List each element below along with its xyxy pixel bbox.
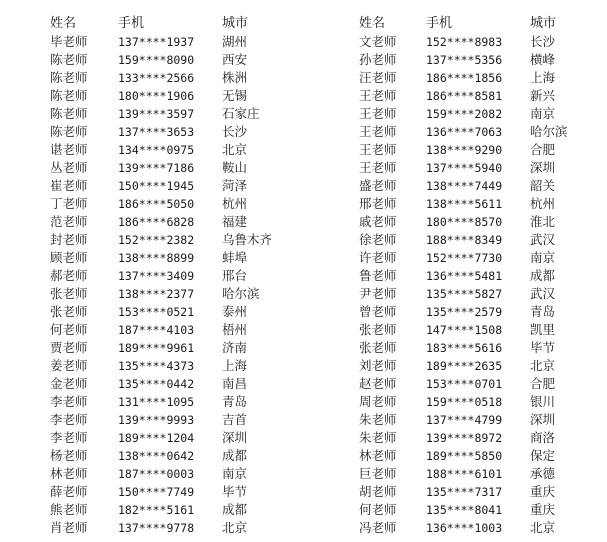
city-name: 韶关 [530,178,556,193]
table-row [0,411,607,429]
table-row [0,447,607,465]
city-name: 济南 [222,340,248,355]
phone-number: 137****5940 [426,161,503,175]
table-row [0,357,607,375]
city-name: 南京 [530,106,556,121]
phone-number: 186****1856 [426,71,503,85]
teacher-name: 陈老师 [50,70,88,85]
teacher-name: 林老师 [50,466,88,481]
teacher-name: 陈老师 [50,124,88,139]
phone-number: 152****7730 [426,251,503,265]
phone-number: 152****2382 [118,233,195,247]
phone-number: 137****4799 [426,413,503,427]
contact-table [0,15,607,537]
city-name: 杭州 [222,196,248,211]
phone-number: 137****5356 [426,53,503,67]
city-name: 北京 [222,142,248,157]
phone-number: 138****9290 [426,143,503,157]
teacher-name: 金老师 [50,376,88,391]
table-header [0,15,607,33]
city-name: 深圳 [222,430,248,445]
table-row [0,393,607,411]
phone-number: 137****3653 [118,125,195,139]
teacher-name: 王老师 [359,106,397,121]
table-row [0,105,607,123]
city-name: 南京 [530,250,556,265]
teacher-name: 毕老师 [50,34,88,49]
table-body [0,33,607,537]
city-name: 长沙 [530,34,556,49]
phone-number: 133****2566 [118,71,195,85]
teacher-name: 朱老师 [359,430,397,445]
phone-number: 139****7186 [118,161,195,175]
city-name: 梧州 [222,322,248,337]
phone-number: 138****5611 [426,197,503,211]
teacher-name: 谌老师 [50,142,88,157]
header-phone-left: 手机 [118,16,145,31]
teacher-name: 周老师 [359,394,397,409]
teacher-name: 鲁老师 [359,268,397,283]
phone-number: 135****8041 [426,503,503,517]
table-row [0,87,607,105]
phone-number: 180****1906 [118,89,195,103]
city-name: 新兴 [530,88,556,103]
city-name: 毕节 [222,484,248,499]
phone-number: 153****0701 [426,377,503,391]
city-name: 无锡 [222,88,248,103]
phone-number: 159****8090 [118,53,195,67]
teacher-name: 熊老师 [50,502,88,517]
teacher-name: 文老师 [359,34,397,49]
table-row [0,51,607,69]
teacher-name: 陈老师 [50,88,88,103]
teacher-name: 李老师 [50,430,88,445]
city-name: 重庆 [530,484,556,499]
teacher-name: 顾老师 [50,250,88,265]
city-name: 毕节 [530,340,556,355]
phone-number: 136****1003 [426,521,503,535]
city-name: 深圳 [530,160,556,175]
teacher-name: 张老师 [359,340,397,355]
teacher-name: 封老师 [50,232,88,247]
teacher-name: 王老师 [359,160,397,175]
phone-number: 135****5827 [426,287,503,301]
table-row [0,321,607,339]
teacher-name: 李老师 [50,394,88,409]
city-name: 长沙 [222,124,248,139]
city-name: 邢台 [222,268,248,283]
city-name: 承德 [530,466,556,481]
phone-number: 187****4103 [118,323,195,337]
city-name: 北京 [222,520,248,535]
city-name: 南京 [222,466,248,481]
teacher-name: 赵老师 [359,376,397,391]
city-name: 淮北 [530,214,556,229]
teacher-name: 盛老师 [359,178,397,193]
teacher-name: 冯老师 [359,520,397,535]
phone-number: 135****4373 [118,359,195,373]
teacher-name: 林老师 [359,448,397,463]
city-name: 成都 [530,268,556,283]
phone-number: 150****7749 [118,485,195,499]
city-name: 重庆 [530,502,556,517]
table-row [0,465,607,483]
phone-number: 188****6101 [426,467,503,481]
teacher-name: 陈老师 [50,106,88,121]
phone-number: 139****9993 [118,413,195,427]
phone-number: 139****8972 [426,431,503,445]
table-row [0,123,607,141]
table-row [0,177,607,195]
teacher-name: 王老师 [359,124,397,139]
phone-number: 188****8349 [426,233,503,247]
teacher-name: 贾老师 [50,340,88,355]
city-name: 青岛 [530,304,556,319]
phone-number: 186****6828 [118,215,195,229]
teacher-name: 杨老师 [50,448,88,463]
phone-number: 135****7317 [426,485,503,499]
phone-number: 136****7063 [426,125,503,139]
phone-number: 182****5161 [118,503,195,517]
teacher-name: 何老师 [50,322,88,337]
city-name: 南昌 [222,376,248,391]
phone-number: 183****5616 [426,341,503,355]
phone-number: 153****0521 [118,305,195,319]
city-name: 哈尔滨 [530,124,568,139]
table-row [0,285,607,303]
table-row [0,213,607,231]
phone-number: 186****5050 [118,197,195,211]
phone-number: 150****1945 [118,179,195,193]
table-row [0,267,607,285]
city-name: 横峰 [530,52,556,67]
teacher-name: 孙老师 [359,52,397,67]
city-name: 凯里 [530,322,556,337]
city-name: 哈尔滨 [222,286,260,301]
city-name: 株洲 [222,70,248,85]
teacher-name: 陈老师 [50,52,88,67]
phone-number: 139****3597 [118,107,195,121]
header-phone-right: 手机 [426,16,453,31]
phone-number: 138****8899 [118,251,195,265]
teacher-name: 邢老师 [359,196,397,211]
table-row [0,519,607,537]
teacher-name: 巨老师 [359,466,397,481]
city-name: 西安 [222,52,248,67]
header-city-right: 城市 [530,16,557,31]
teacher-name: 许老师 [359,250,397,265]
table-row [0,159,607,177]
phone-number: 147****1508 [426,323,503,337]
city-name: 石家庄 [222,106,260,121]
header-name-right: 姓名 [359,16,386,31]
table-row [0,33,607,51]
city-name: 青岛 [222,394,248,409]
teacher-name: 姜老师 [50,358,88,373]
phone-number: 186****8581 [426,89,503,103]
teacher-name: 戚老师 [359,214,397,229]
teacher-name: 汪老师 [359,70,397,85]
phone-number: 131****1095 [118,395,195,409]
header-city-left: 城市 [222,16,249,31]
city-name: 合肥 [530,142,556,157]
teacher-name: 李老师 [50,412,88,427]
city-name: 吉首 [222,412,248,427]
city-name: 武汉 [530,232,556,247]
teacher-name: 肖老师 [50,520,88,535]
phone-number: 180****8570 [426,215,503,229]
phone-number: 138****2377 [118,287,195,301]
phone-number: 137****1937 [118,35,195,49]
teacher-name: 刘老师 [359,358,397,373]
table-row [0,231,607,249]
phone-number: 134****0975 [118,143,195,157]
city-name: 银川 [530,394,556,409]
phone-number: 138****7449 [426,179,503,193]
city-name: 菏泽 [222,178,248,193]
phone-number: 135****0442 [118,377,195,391]
city-name: 武汉 [530,286,556,301]
phone-number: 159****0518 [426,395,503,409]
city-name: 蚌埠 [222,250,248,265]
table-row [0,249,607,267]
phone-number: 187****0003 [118,467,195,481]
city-name: 福建 [222,214,248,229]
phone-number: 189****2635 [426,359,503,373]
city-name: 深圳 [530,412,556,427]
table-row [0,375,607,393]
phone-number: 137****3409 [118,269,195,283]
teacher-name: 丛老师 [50,160,88,175]
city-name: 乌鲁木齐 [222,232,273,247]
phone-number: 189****5850 [426,449,503,463]
table-row [0,339,607,357]
teacher-name: 范老师 [50,214,88,229]
phone-number: 135****2579 [426,305,503,319]
teacher-name: 丁老师 [50,196,88,211]
city-name: 杭州 [530,196,556,211]
teacher-name: 尹老师 [359,286,397,301]
city-name: 成都 [222,502,248,517]
table-row [0,501,607,519]
phone-number: 152****8983 [426,35,503,49]
teacher-name: 徐老师 [359,232,397,247]
phone-number: 138****0642 [118,449,195,463]
teacher-name: 王老师 [359,142,397,157]
phone-number: 137****9778 [118,521,195,535]
table-row [0,483,607,501]
teacher-name: 朱老师 [359,412,397,427]
phone-number: 189****9961 [118,341,195,355]
city-name: 泰州 [222,304,248,319]
header-name-left: 姓名 [50,16,77,31]
teacher-name: 何老师 [359,502,397,517]
teacher-name: 崔老师 [50,178,88,193]
city-name: 北京 [530,520,556,535]
city-name: 湖州 [222,34,248,49]
teacher-name: 张老师 [50,286,88,301]
city-name: 商洛 [530,430,556,445]
phone-number: 136****5481 [426,269,503,283]
table-row [0,303,607,321]
city-name: 上海 [530,70,556,85]
city-name: 北京 [530,358,556,373]
teacher-name: 薛老师 [50,484,88,499]
teacher-name: 张老师 [50,304,88,319]
phone-number: 189****1204 [118,431,195,445]
phone-number: 159****2082 [426,107,503,121]
table-row [0,195,607,213]
teacher-name: 郝老师 [50,268,88,283]
teacher-name: 王老师 [359,88,397,103]
city-name: 保定 [530,448,556,463]
table-row [0,141,607,159]
city-name: 合肥 [530,376,556,391]
teacher-name: 张老师 [359,322,397,337]
city-name: 鞍山 [222,160,248,175]
city-name: 成都 [222,448,248,463]
table-row [0,429,607,447]
table-row [0,69,607,87]
teacher-name: 曾老师 [359,304,397,319]
teacher-name: 胡老师 [359,484,397,499]
city-name: 上海 [222,358,248,373]
